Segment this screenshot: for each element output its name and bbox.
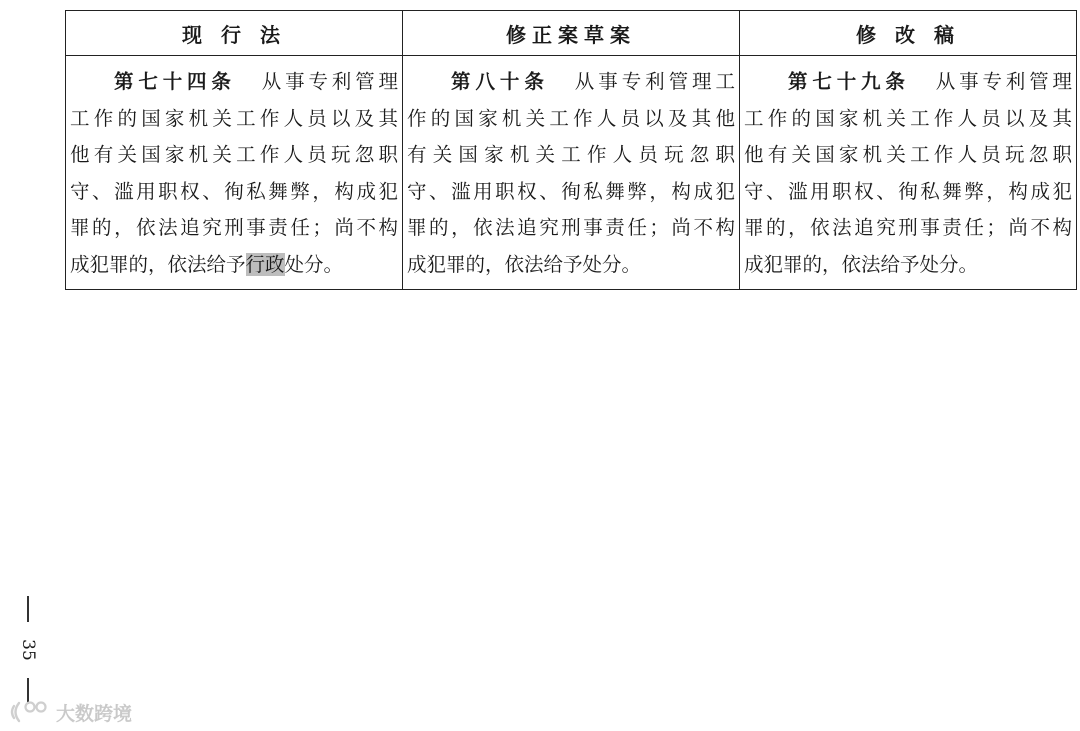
- article-text: 从事专利管理工: [574, 70, 735, 93]
- highlighted-text: 行政: [245, 252, 285, 276]
- cell-amendment-draft: [403, 56, 740, 290]
- page-number: 35: [18, 639, 38, 661]
- article-number: 第七十九条: [788, 70, 910, 93]
- page-number-bar: [27, 596, 29, 622]
- article-text: 从事专利管理: [261, 70, 398, 93]
- text-line-tail: 处分。: [284, 252, 344, 276]
- sound-wave-logo-icon: [8, 698, 52, 726]
- text-line: 工作的国家机关工作人员以及其: [70, 106, 398, 130]
- text-line: 罪的，依法追究刑事责任；尚不构: [407, 216, 735, 239]
- text-line: 工作的国家机关工作人员以及其: [744, 106, 1072, 130]
- table-row: [66, 56, 1077, 290]
- text-line: 守、滥用职权、徇私舞弊，构成犯: [744, 179, 1072, 203]
- text-line: 作的国家机关工作人员以及其他: [407, 106, 735, 130]
- text-line: 守、滥用职权、徇私舞弊，构成犯: [70, 179, 398, 203]
- cell-current-law: [66, 56, 403, 290]
- table-header-row: [66, 11, 1077, 56]
- watermark: [8, 697, 132, 727]
- text-line: 成犯罪的，依法给予处分。: [407, 252, 642, 276]
- header-current-law: 现 行 法: [66, 11, 403, 56]
- text-line: 有关国家机关工作人员玩忽职: [407, 143, 735, 166]
- article-number: 第七十四条: [114, 70, 236, 93]
- cell-revised-draft: [740, 56, 1077, 290]
- text-line: 他有关国家机关工作人员玩忽职: [70, 143, 398, 166]
- article-number: 第八十条: [451, 70, 549, 93]
- text-line: 罪的，依法追究刑事责任；尚不构: [70, 216, 398, 239]
- header-revised-draft: 修 改 稿: [740, 11, 1077, 56]
- text-line: 成犯罪的，依法给予处分。: [744, 252, 979, 276]
- header-amendment-draft: 修正案草案: [403, 11, 740, 56]
- text-line: 罪的，依法追究刑事责任；尚不构: [744, 216, 1072, 239]
- text-line: 成犯罪的，依法给予: [70, 252, 246, 276]
- text-line: 他有关国家机关工作人员玩忽职: [744, 143, 1072, 166]
- article-text: 从事专利管理: [935, 70, 1072, 93]
- text-line: 守、滥用职权、徇私舞弊，构成犯: [407, 179, 735, 203]
- comparison-table: [65, 10, 1077, 290]
- page-number-marker: [16, 596, 40, 706]
- watermark-text: 大数跨境: [56, 702, 133, 725]
